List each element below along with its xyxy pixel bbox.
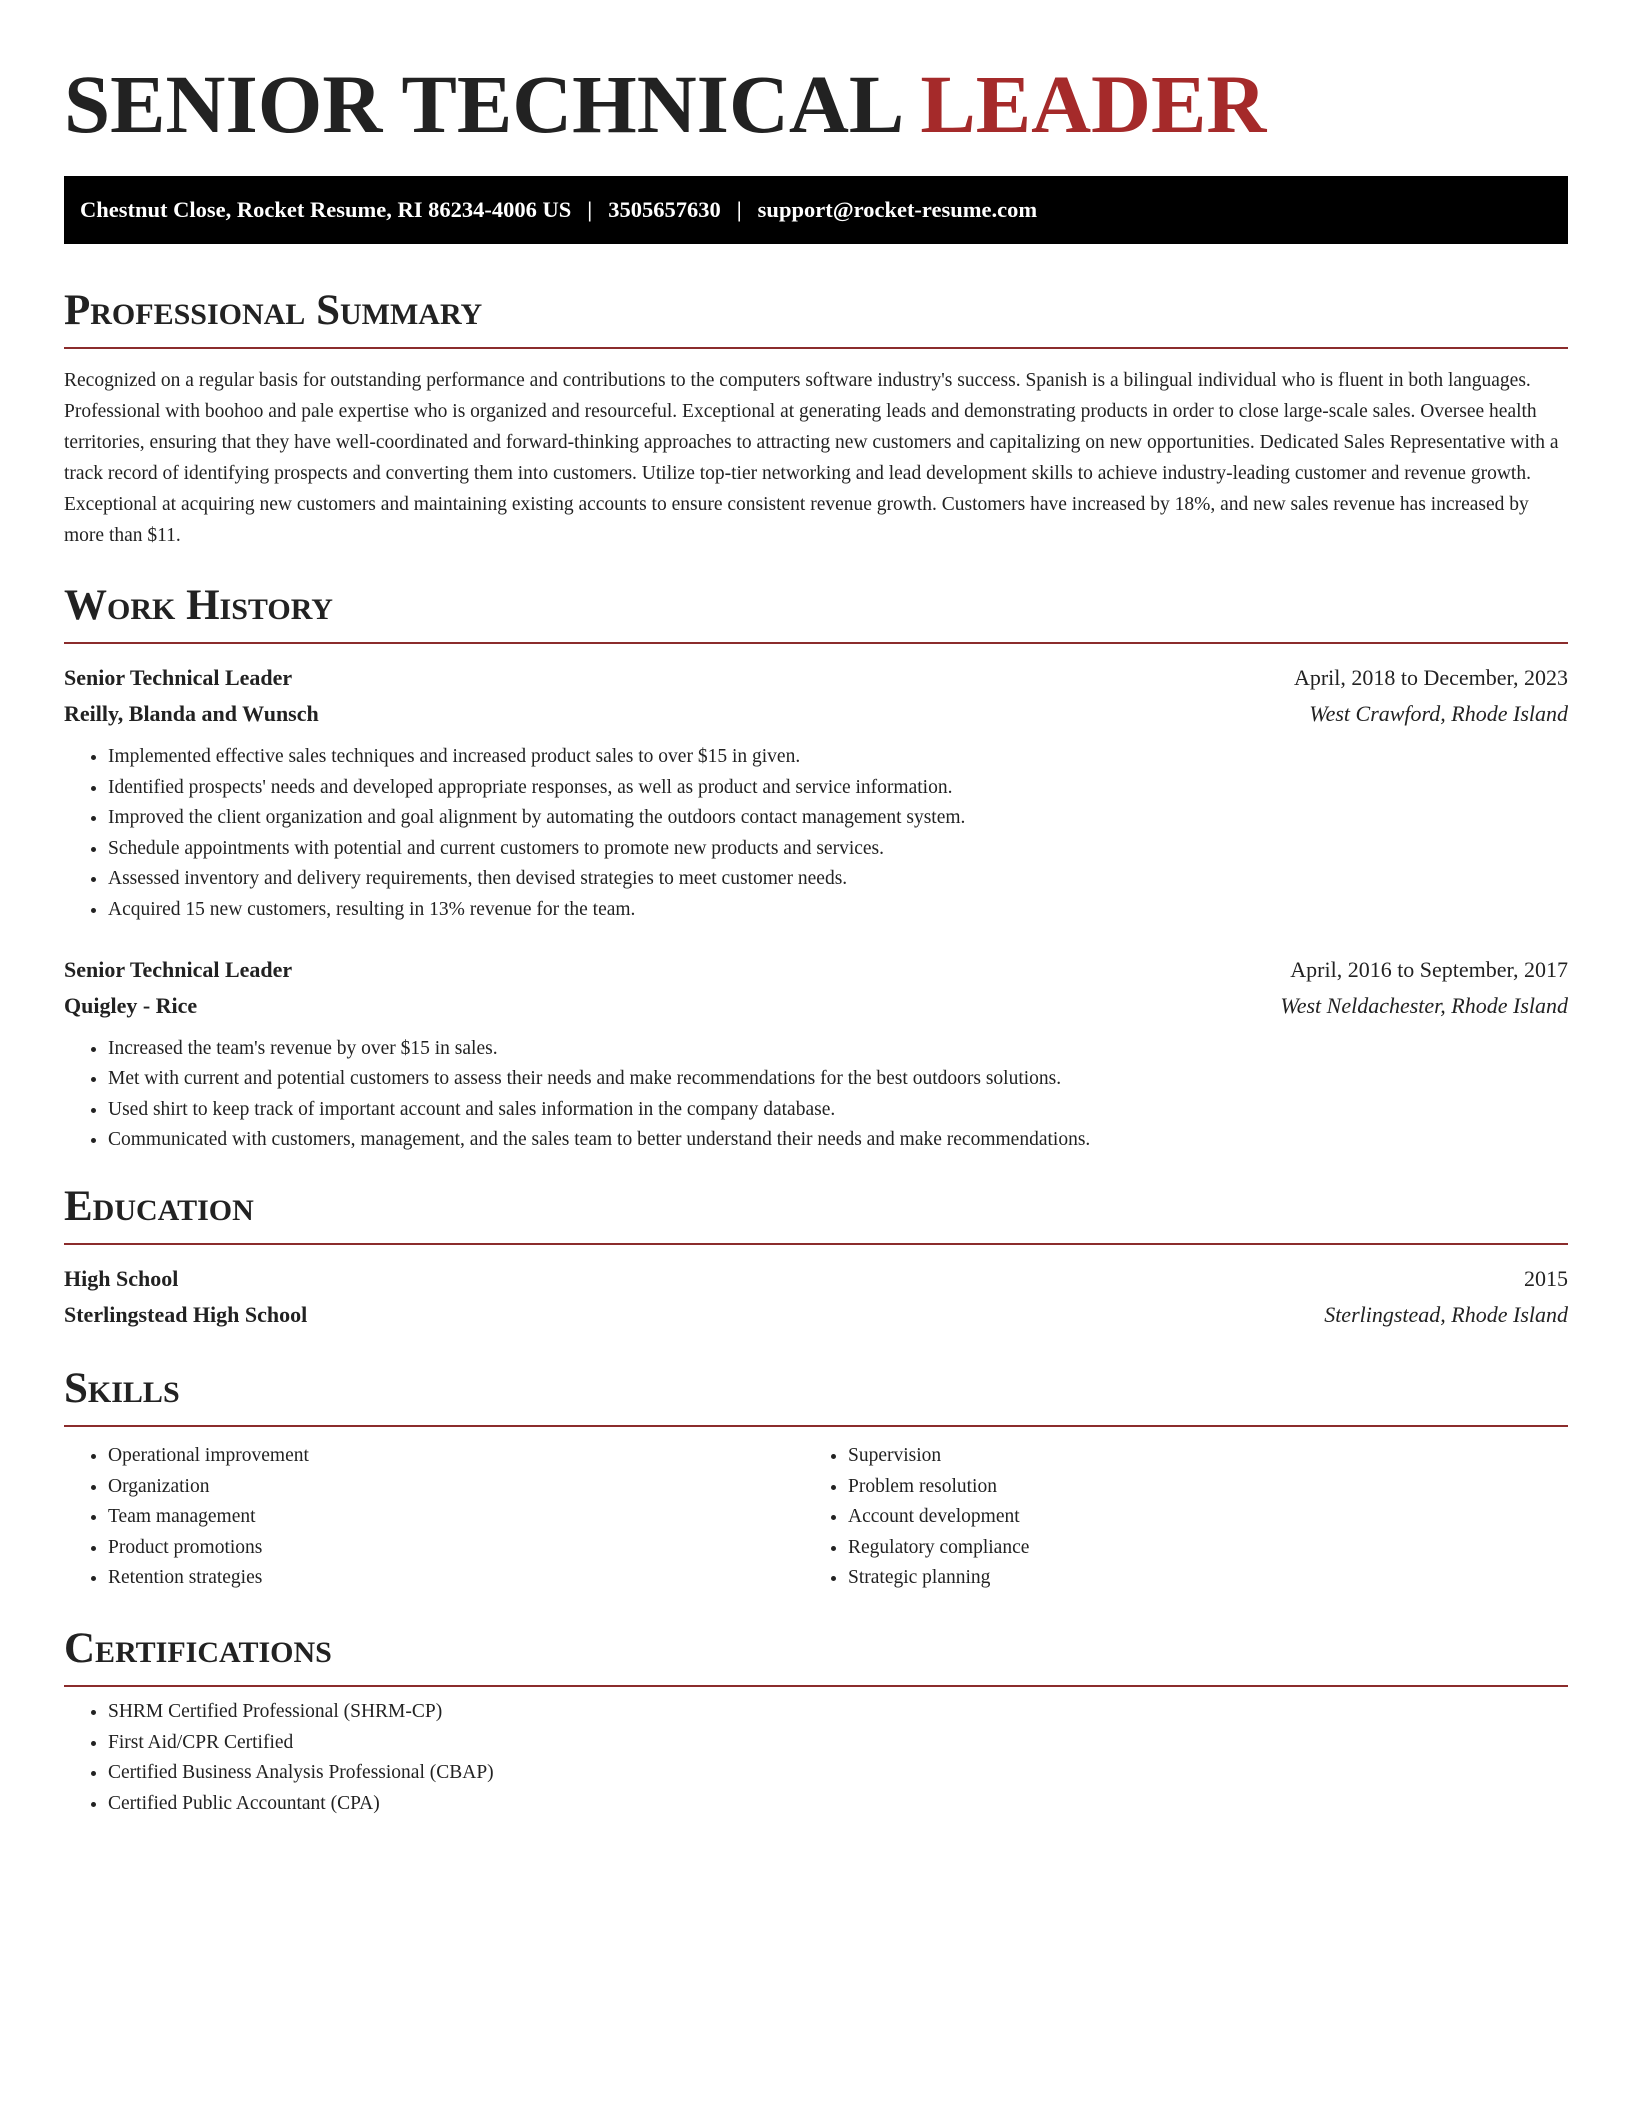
job-bullets <box>64 1034 1568 1156</box>
list-item: • Improved the client organization and goal alignment by automating the outdoors contact management system. <box>108 803 1568 834</box>
education-header-row <box>64 1261 1568 1297</box>
contact-bar <box>64 176 1568 244</box>
education-school: Sterlingstead High School <box>64 1301 308 1327</box>
list-item: • Increased the team's revenue by over $15 in sales. <box>108 1034 1568 1065</box>
summary-text: Recognized on a regular basis for outstanding performance and contributions to the computers software industry's success. Spanish is a bilingual individual who is fluent in both languages. Professional with boohoo and pale expertise who is organized and resourceful. Exceptional at generating leads and demonstrating products in order to close large-scale sales. Oversee health territories, ensuring that they have well-coordinated and forward-thinking approaches to attracting new customers and capitalizing on new opportunities. Dedicated Sales Representative with a track record of identifying prospects and converting them into customers. Utilize top-tier networking and lead development skills to achieve industry-leading customer and revenue growth. Exceptional at acquiring new customers and maintaining existing accounts to ensure consistent revenue growth. Customers have increased by 18%, and new sales revenue has increased by more than $11. <box>64 370 1559 546</box>
list-item: • Implemented effective sales techniques and increased product sales to over $15 in given. <box>108 742 1568 773</box>
education-section <box>64 1182 1568 1333</box>
certifications-list <box>64 1697 1568 1819</box>
list-item: • Met with current and potential customers to assess their needs and make recommendations for the best outdoors solutions. <box>108 1064 1568 1095</box>
contact-email[interactable]: support@rocket-resume.com <box>757 197 1038 222</box>
list-item: • First Aid/CPR Certified <box>108 1728 1568 1759</box>
job-dates: April, 2016 to September, 2017 <box>1290 956 1568 982</box>
job-dates: April, 2018 to December, 2023 <box>1293 665 1568 690</box>
contact-separator: | <box>587 197 593 222</box>
list-item: • Product promotions <box>108 1533 804 1564</box>
summary-section <box>64 286 1568 551</box>
work-history-heading: Work History <box>64 582 333 629</box>
job-entry <box>64 660 1568 926</box>
job-header-row <box>64 660 1568 696</box>
list-item: • Account development <box>848 1502 1544 1533</box>
job-company: Quigley - Rice <box>64 992 198 1018</box>
section-divider <box>64 1685 1568 1687</box>
job-position: Senior Technical Leader <box>64 665 293 690</box>
list-item: • Team management <box>108 1502 804 1533</box>
list-item: • Acquired 15 new customers, resulting in 13% revenue for the team. <box>108 895 1568 926</box>
job-location: West Crawford, Rhode Island <box>1309 701 1568 726</box>
name-first: SENIOR TECHNICAL <box>64 58 900 150</box>
education-entry <box>64 1261 1568 1333</box>
section-divider <box>64 1243 1568 1245</box>
list-item: • Problem resolution <box>848 1472 1544 1503</box>
list-item: • Identified prospects' needs and developed appropriate responses, as well as product and service information. <box>108 773 1568 804</box>
summary-heading: Professional Summary <box>64 287 483 334</box>
contact-separator: | <box>736 197 742 222</box>
list-item: • Communicated with customers, management, and the sales team to better understand their needs and make recommendations. <box>108 1125 1568 1156</box>
education-heading: Education <box>64 1182 254 1230</box>
education-year: 2015 <box>1524 1265 1568 1291</box>
list-item: • Supervision <box>848 1441 1544 1472</box>
resume-name <box>64 56 1568 152</box>
certifications-section <box>64 1624 1568 1819</box>
job-position: Senior Technical Leader <box>64 956 293 982</box>
job-company: Reilly, Blanda and Wunsch <box>64 701 319 726</box>
name-last: LEADER <box>920 58 1267 150</box>
job-header-row <box>64 952 1568 988</box>
list-item: • SHRM Certified Professional (SHRM-CP) <box>108 1697 1568 1728</box>
list-item: • Strategic planning <box>848 1563 1544 1594</box>
job-location: West Neldachester, Rhode Island <box>1280 992 1568 1018</box>
list-item: • Retention strategies <box>108 1563 804 1594</box>
list-item: • Certified Business Analysis Professional (CBAP) <box>108 1758 1568 1789</box>
job-company-row <box>64 696 1568 732</box>
list-item: • Regulatory compliance <box>848 1533 1544 1564</box>
list-item: • Operational improvement <box>108 1441 804 1472</box>
education-school-row <box>64 1297 1568 1333</box>
list-item: • Used shirt to keep track of important account and sales information in the company database. <box>108 1095 1568 1126</box>
skills-heading: Skills <box>64 1364 180 1412</box>
list-item: • Schedule appointments with potential and current customers to promote new products and services. <box>108 834 1568 865</box>
skills-list-right <box>804 1441 1544 1594</box>
education-location: Sterlingstead, Rhode Island <box>1324 1301 1568 1327</box>
skills-list-left <box>64 1441 804 1594</box>
section-divider <box>64 347 1568 349</box>
education-degree: High School <box>64 1265 179 1291</box>
work-history-section <box>64 581 1568 1156</box>
section-divider <box>64 1425 1568 1427</box>
skills-section <box>64 1364 1568 1594</box>
job-bullets <box>64 742 1568 926</box>
resume-page <box>64 0 1568 1819</box>
contact-phone: 3505657630 <box>608 197 721 222</box>
list-item: • Assessed inventory and delivery requirements, then devised strategies to meet customer needs. <box>108 864 1568 895</box>
list-item: • Organization <box>108 1472 804 1503</box>
section-divider <box>64 642 1568 644</box>
skills-columns <box>64 1441 1568 1594</box>
job-company-row <box>64 988 1568 1024</box>
list-item: • Certified Public Accountant (CPA) <box>108 1789 1568 1820</box>
certifications-heading: Certifications <box>64 1624 332 1672</box>
job-entry <box>64 952 1568 1156</box>
contact-address: Chestnut Close, Rocket Resume, RI 86234-4006 US <box>80 197 572 222</box>
